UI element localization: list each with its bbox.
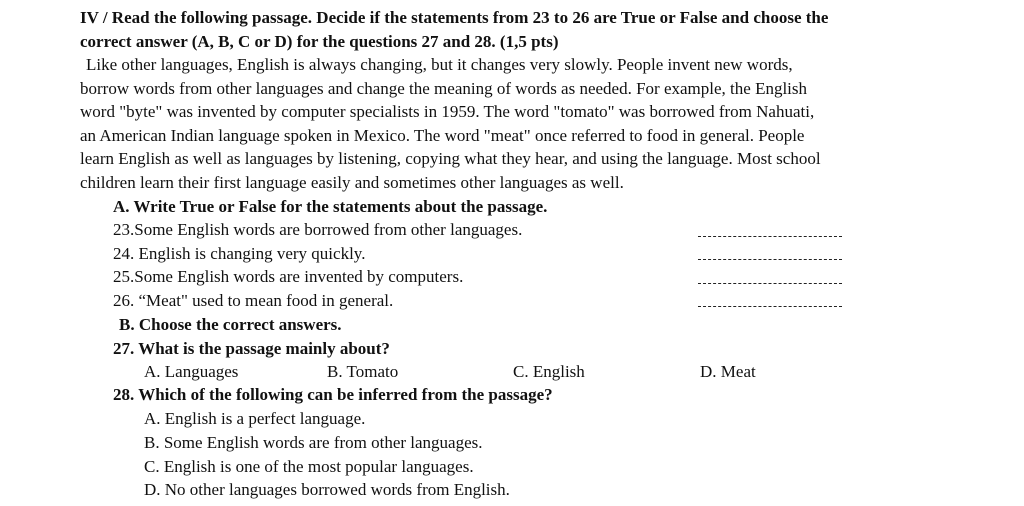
part-a-heading: A. Write True or False for the statements about the passage. xyxy=(113,197,548,216)
answer-blank-26[interactable] xyxy=(698,306,842,307)
answer-blank-24[interactable] xyxy=(698,259,842,260)
question-28: 28. Which of the following can be inferred from the passage? xyxy=(113,385,553,404)
section-heading-line-2: correct answer (A, B, C or D) for the questions 27 and 28. (1,5 pts) xyxy=(80,32,559,51)
q27-option-c[interactable]: C. English xyxy=(513,362,585,381)
q27-option-b[interactable]: B. Tomato xyxy=(327,362,399,381)
q27-option-d[interactable]: D. Meat xyxy=(700,362,756,381)
passage-line-6: children learn their first language easily and sometimes other languages as well. xyxy=(80,173,624,192)
section-heading-line-1: IV / Read the following passage. Decide if the statements from 23 to 26 are True or False and choose the xyxy=(80,8,829,27)
passage-line-5: learn English as well as languages by listening, copying what they hear, and using the language. Most school xyxy=(80,149,821,168)
part-b-heading: B. Choose the correct answers. xyxy=(119,315,342,334)
answer-blank-25[interactable] xyxy=(698,283,842,284)
q28-option-d[interactable]: D. No other languages borrowed words from English. xyxy=(144,480,510,499)
q28-option-b[interactable]: B. Some English words are from other languages. xyxy=(144,433,483,452)
statement-25: 25.Some English words are invented by computers. xyxy=(113,267,464,286)
passage-line-3: word "byte" was invented by computer specialists in 1959. The word "tomato" was borrowed from Nahuati, xyxy=(80,102,815,121)
statement-23: 23.Some English words are borrowed from other languages. xyxy=(113,220,523,239)
statement-26: 26. “Meat" used to mean food in general. xyxy=(113,291,394,310)
passage-line-4: an American Indian language spoken in Mexico. The word "meat" once referred to food in general. People xyxy=(80,126,805,145)
question-27: 27. What is the passage mainly about? xyxy=(113,339,390,358)
answer-blank-23[interactable] xyxy=(698,236,842,237)
passage-line-2: borrow words from other languages and change the meaning of words as needed. For example, the English xyxy=(80,79,808,98)
statement-24: 24. English is changing very quickly. xyxy=(113,244,366,263)
passage-line-1: Like other languages, English is always changing, but it changes very slowly. People invent new words, xyxy=(86,55,793,74)
q28-option-a[interactable]: A. English is a perfect language. xyxy=(144,409,366,428)
q27-option-a[interactable]: A. Languages xyxy=(144,362,239,381)
q28-option-c[interactable]: C. English is one of the most popular languages. xyxy=(144,457,474,476)
